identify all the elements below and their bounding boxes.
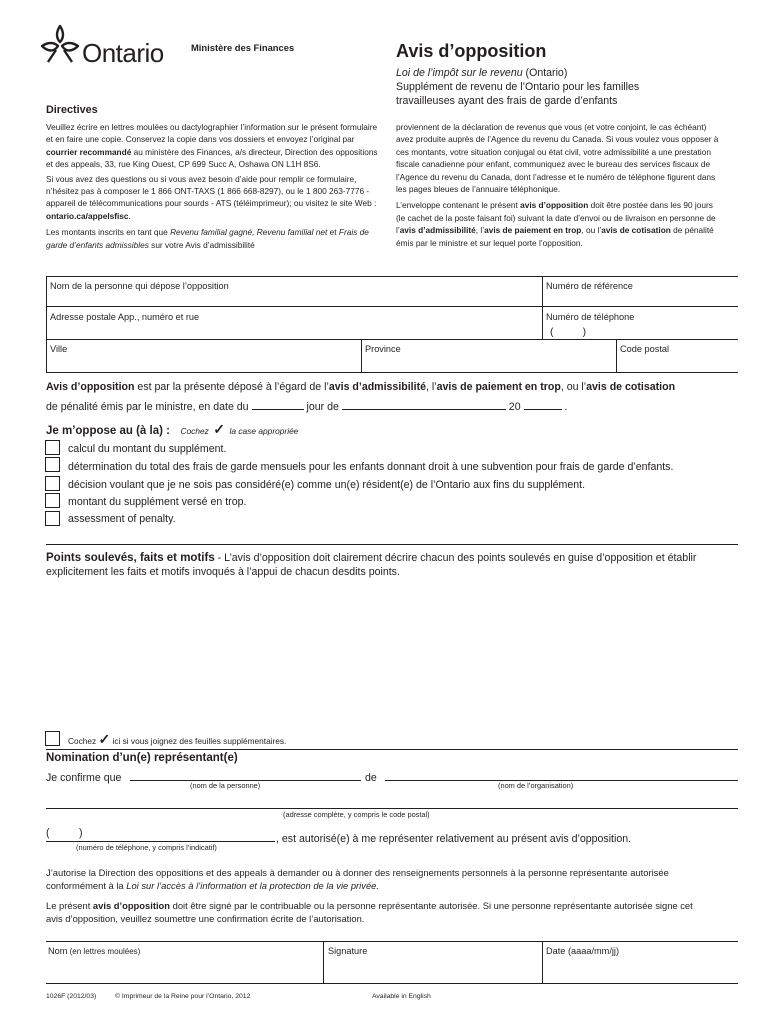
ministry-name: Ministère des Finances (191, 42, 295, 53)
oppose-item-label: montant du supplément versé en trop. (68, 496, 247, 508)
points-instructions: Points soulevés, faits et motifs - L’avis d’opposition doit clairement décrire chacun des points soulevés en guise d’opposition et établir explicitement les faits et motifs invoqués à l’appui de chacun desdits points. (46, 552, 697, 578)
rep-phone-input[interactable] (46, 841, 275, 842)
ontario-logo (38, 22, 178, 72)
notice-statement: Avis d’opposition est par la présente déposé à l’égard de l’avis d’admissibilité, l’avis de paiement en trop, ou l’avis de cotisation (46, 381, 676, 393)
authorized-text: , est autorisé(e) à me représenter relativement au présent avis d’opposition. (276, 833, 632, 845)
check-mark-icon: ✓ (213, 421, 226, 437)
day-input[interactable] (252, 401, 304, 410)
checkbox-determination[interactable] (45, 457, 60, 472)
year-input[interactable] (524, 401, 562, 410)
directives-right: proviennent de la déclaration de revenus que vous (et votre conjoint, le cas échéant) avez produite auprès de l’Agence du revenu du Canada. Si vous voulez vous opposer à ces montants, votre situation conjugal ou état civil, votre admissibilité a une prestation fiscale canadienne pour enfant, communiquez avec le bureau des services fiscaux de l’Agence du revenu du Canada, dont l’adresse et le numéro de téléphone figurent dans les pages bleues de l’annuaire téléphonique. L’enveloppe contenant le présent avis d’opposition doit être postée dans les 90 jours (le cachet de la poste faisant foi) suivant la date d’envoi ou de livraison en personne de l’avis d’admissibilité, l’avis de paiement en trop, ou l’avis de cotisation de pénalité émis par le ministre et sur lequel porte l’opposition. (396, 122, 719, 248)
representative-heading: Nomination d’un(e) représentant(e) (46, 752, 238, 764)
points-textarea[interactable] (46, 586, 738, 726)
form-title: Avis d’opposition (396, 41, 547, 61)
available-in-english: Available in English (372, 993, 431, 1000)
name-field[interactable]: Nom de la personne qui dépose l’opposition (50, 281, 229, 291)
phone-caption: (numéro de téléphone, y compris l’indicatif) (76, 843, 217, 852)
rep-address-input[interactable] (46, 808, 738, 809)
signing-paragraph: Le présent avis d’opposition doit être signé par le contribuable ou la personne représentante autorisée. Si une personne représentante autorisée signe cet avis d’opposition, veuillez soumettre une confirmation écrite de l’autorisation. (46, 900, 693, 924)
copyright: © Imprimeur de la Reine pour l’Ontario, 2012 (115, 993, 251, 1000)
oppose-item-label: assessment of penalty. (68, 513, 176, 525)
signature-field[interactable]: Signature (328, 946, 368, 956)
notice-date-line: de pénalité émis par le ministre, en date du jour de 20 . (46, 401, 568, 413)
oppose-item-label: décision voulant que je ne sois pas considéré(e) comme un(e) résident(e) de l’Ontario aux fins du supplément. (68, 479, 586, 491)
checkbox-residence[interactable] (45, 476, 60, 491)
form-subtitle: Loi de l’impôt sur le revenu (Ontario) Supplément de revenu de l’Ontario pour les familles travailleuses ayant des frais de garde d’enfants (396, 67, 640, 107)
print-name-field[interactable]: Nom (en lettres moulées) (48, 946, 141, 956)
rep-phone-parens: ( ) (46, 827, 83, 839)
logo-text: Ontario (82, 38, 164, 68)
directives-left: Veuillez écrire en lettres moulées ou dactylographier l’information sur le présent formulaire et en faire une copie. Conservez la copie dans vos dossiers et envoyez l’original par courrier recommandé au ministère des Finances, a/s directeur, Direction des oppositions et des appeals, 33, rue King Ouest, CP 699 Succ A, Oshawa ON L1H 8S6. Si vous avez des questions ou si vous avez besoin d’aide pour remplir ce formulaire, n’hésitez pas à composer le 1 866 ONT-TAXS (1 866 668-8297), ou le 1 800 263-7776 - appareil de télécommunications pour sourds - ATS (téléimprimeur); ou visitez le site Web : ontario.ca/appelsfisc. Les montants inscrits en tant que Revenu familial gagné, Revenu familial net et Frais de garde d’enfants admissibles sur votre Avis d’admissibilité (46, 122, 378, 250)
check-mark-icon: ✓ (98, 731, 111, 747)
reference-number-field[interactable]: Numéro de référence (546, 281, 633, 291)
checkbox-additional-sheets[interactable] (45, 731, 60, 746)
address-field[interactable]: Adresse postale App., numéro et rue (50, 312, 200, 322)
name-caption: (nom de la personne) (190, 781, 261, 790)
province-field[interactable]: Province (365, 344, 401, 354)
de-label: de (365, 772, 377, 784)
postal-code-field[interactable]: Code postal (620, 344, 670, 354)
month-input[interactable] (342, 401, 506, 410)
directives-heading: Directives (46, 104, 98, 116)
additional-sheets-label: Cochez ✓ ici si vous joignez des feuilles supplémentaires. (68, 731, 287, 747)
city-field[interactable]: Ville (50, 344, 68, 354)
oppose-heading: Je m’oppose au (à la) : Cochez ✓ la case appropriée (46, 421, 299, 437)
phone-field[interactable]: Numéro de téléphone (546, 312, 635, 322)
checkbox-overpayment[interactable] (45, 493, 60, 508)
checkbox-calcul[interactable] (45, 440, 60, 455)
address-caption: (adresse complète, y compris le code postal) (283, 810, 430, 819)
org-caption: (nom de l’organisation) (498, 781, 574, 790)
confirm-label: Je confirme que (46, 772, 122, 784)
ontario-trillium-logo-icon (38, 22, 84, 68)
oppose-item-label: détermination du total des frais de garde mensuels pour les enfants donnant droit à une subvention pour frais de garde d’enfants. (68, 461, 674, 473)
oppose-item-label: calcul du montant du supplément. (68, 443, 227, 455)
authorization-paragraph: J’autorise la Direction des oppositions et des appeals à demander ou à donner des renseignements personnels à la personne représentante autorisée conformément à la Loi sur l’accès à l’information et la protection de la vie privée. (46, 867, 669, 891)
date-field[interactable]: Date (aaaa/mm/jj) (546, 946, 620, 956)
form-number: 1026F (2012/03) (46, 993, 97, 1000)
phone-area-code: ( ) (550, 326, 587, 338)
checkbox-penalty[interactable] (45, 511, 60, 526)
